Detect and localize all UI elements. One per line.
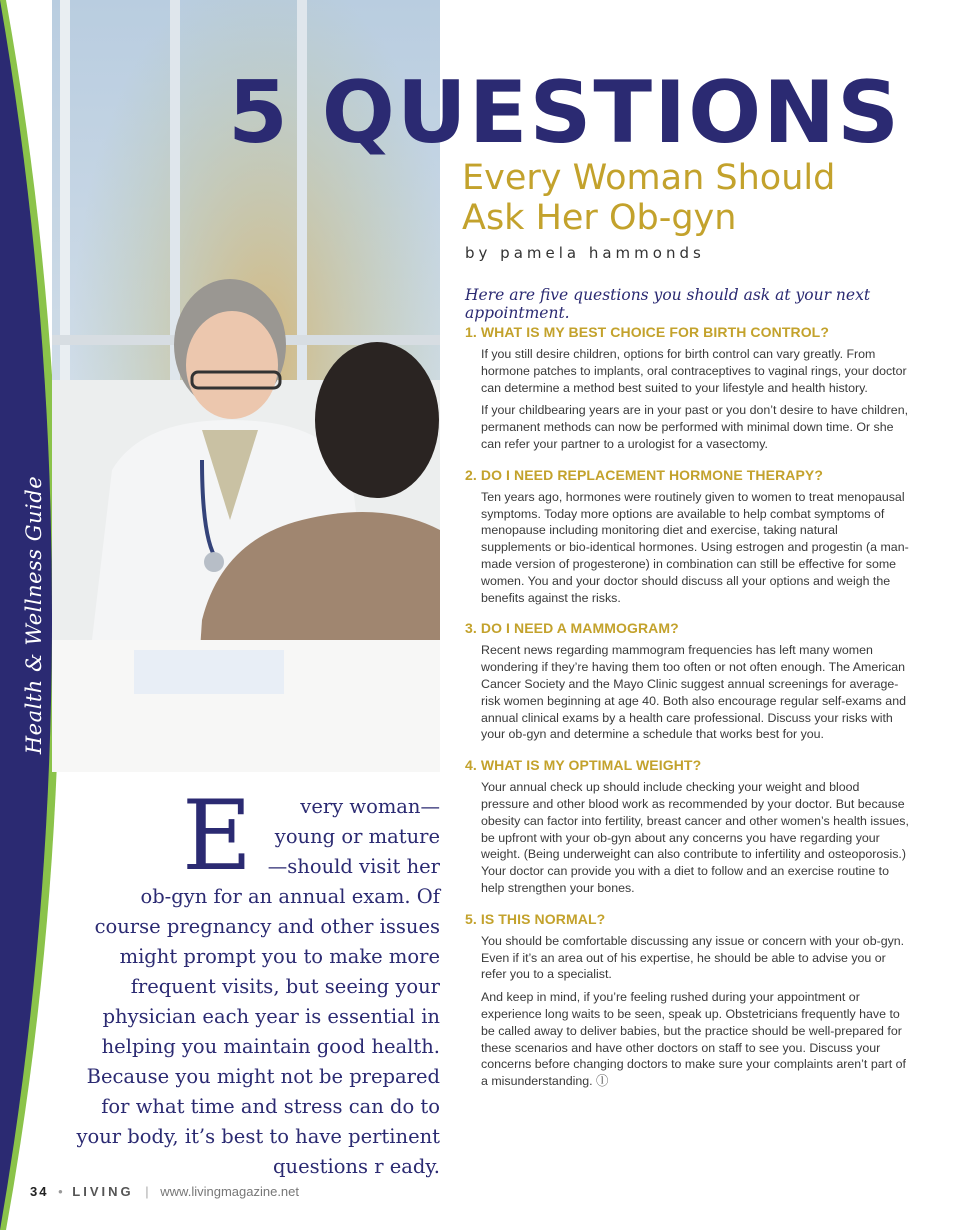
footer-dot: • [58,1184,63,1199]
question-3 [465,620,910,743]
question-paragraph: Ten years ago, hormones were routinely given to women to treat menopausal symptoms. Today more options are available to help combat symptoms of menopause including monitoring diet and exercise, taking natural supplements or bio-identical hormones. Using estrogen and progestin (a man-made version of progesterone) in combination can still be effective for some women. You and your doctor should discuss all your options and weigh the benefits against the risks. [481,489,909,605]
question-paragraph: Your annual check up should include checking your weight and blood pressure and other blood work as recommended by your doctor. But because obesity can factor into fertility, breast cancer and other women’s health issues, be upfront with your ob-gyn about any concerns you have regarding your weight. (Being underweight can also contribute to infertility and osteoporosis.) Your doctor can provide you with a diet to follow and an exercise routine to help strengthen your bones. [481,780,909,895]
question-paragraph: If you still desire children, options for birth control can vary greatly. From hormone patches to implants, oral contraceptives to vaginal rings, your doctor can determine a method best suited to your lifestyle and health history. [481,347,907,395]
subhead: Every Woman Should Ask Her Ob-gyn [462,158,836,238]
question-heading: 2. DO I NEED REPLACEMENT HORMONE THERAPY? [465,466,824,483]
headline: 5 QUESTIONS [228,63,902,163]
page-footer [30,1184,299,1199]
website-link[interactable]: www.livingmagazine.net [160,1184,299,1199]
question-4 [465,757,910,897]
page-number: 34 [30,1184,49,1199]
question-2 [465,467,910,607]
footer-separator: | [145,1184,149,1199]
question-paragraph: And keep in mind, if you’re feeling rushed during your appointment or experience long waits to be seen, speak up. Obstetricians frequently have to be called away to deliver babies, but the practice should be well-prepared for these scenarios and have other doctors on staff to see you. Discuss your concerns before changing doctors to make sure your complaints aren’t part of a misunderstanding. ⓛ [481,990,906,1089]
questions-column [465,324,910,1104]
section-label: Health & Wellness Guide [22,475,46,755]
question-paragraph: You should be comfortable discussing any issue or concern with your ob-gyn. Even if it’s an area out of his expertise, he should be able to advise you or refer you to a specialist. [481,933,905,982]
question-heading: 3. DO I NEED A MAMMOGRAM? [465,620,679,637]
magazine-name: LIVING [72,1184,134,1199]
question-heading: 1. WHAT IS MY BEST CHOICE FOR BIRTH CONTROL? [465,324,829,340]
question-1 [465,324,910,453]
question-5 [465,911,910,1090]
drop-cap: E [182,780,253,892]
question-heading: 4. WHAT IS MY OPTIMAL WEIGHT? [465,757,702,774]
question-paragraph: Recent news regarding mammogram frequencies has left many women wondering if they’re having them too often or not often enough. The American Cancer Society and the Mayo Clinic suggest annual screenings for average-risk women beginning at age 40. Both also encourage regular self-exams and annual clinical exams by a health care professional. Discuss your risks with your ob-gyn and determine a schedule that works best for you. [481,643,906,742]
lead-paragraph [70,780,440,1182]
byline: by pamela hammonds [465,244,705,262]
lead-text: very woman—young or mature—should visit her ob-gyn for an annual exam. Of course pregnancy and other issues might prompt you to make more frequent visits, but seeing your physician each year is essential in helping you maintain good health. Because you might not be prepared for what time and stress can do to your body, it’s best to have pertinent questions r eady. [76,795,440,1178]
question-heading: 5. IS THIS NORMAL? [465,910,606,927]
intro: Here are five questions you should ask at your next appointment. [465,286,871,322]
question-paragraph: If your childbearing years are in your past or you don’t desire to have children, permanent methods can now be performed with minimal down time. Or she can refer your partner to a urologist for a vasectomy. [481,403,909,451]
